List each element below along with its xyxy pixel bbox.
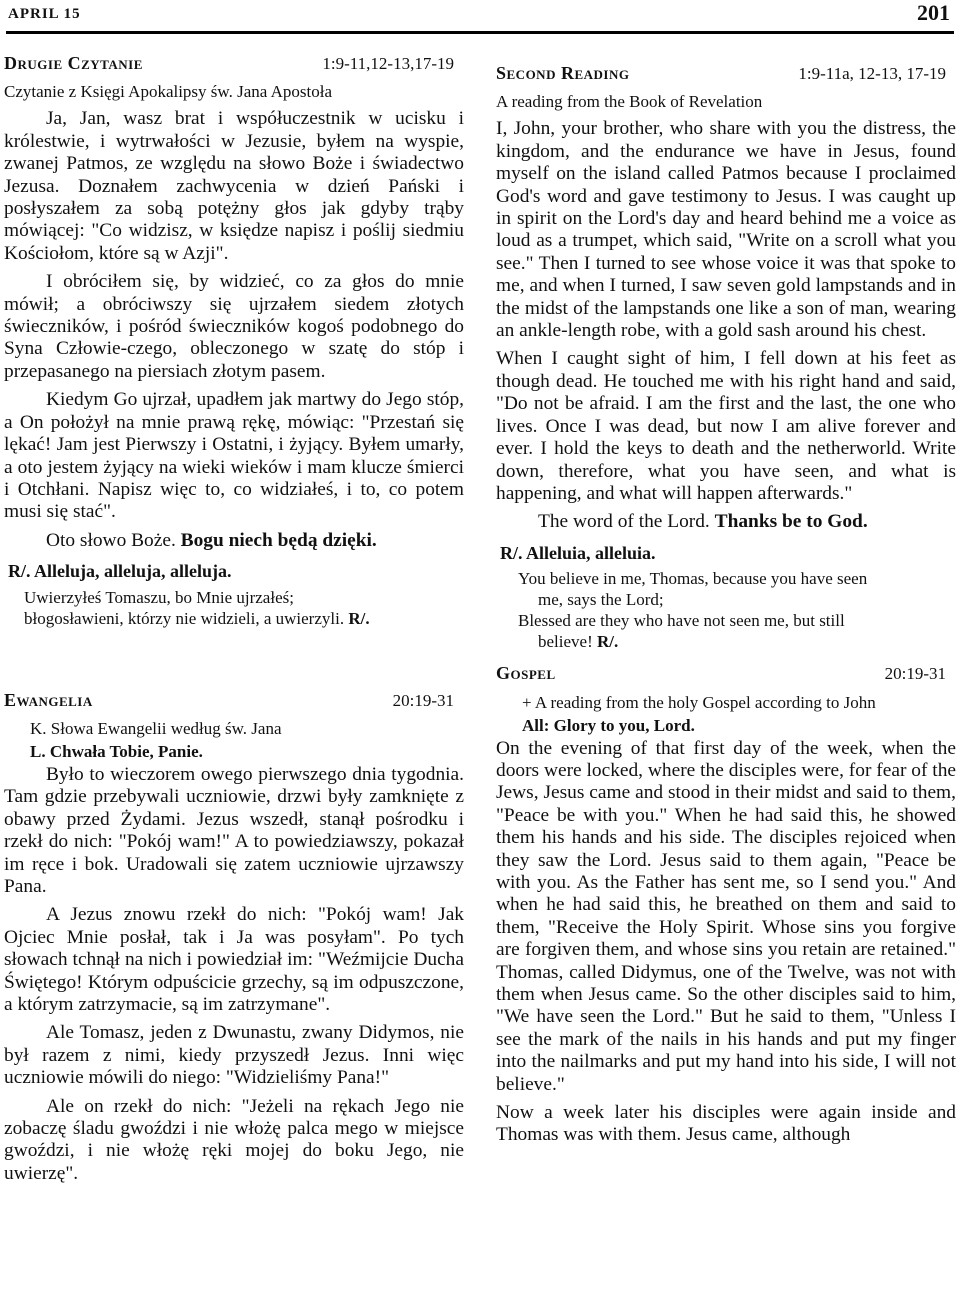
reading-closing bbox=[4, 530, 464, 552]
scripture-reference: 20:19-31 bbox=[392, 690, 454, 710]
verse-line: błogosławieni, którzy nie widzieli, a uwierzyli. R/. bbox=[24, 608, 370, 628]
scripture-reference: 20:19-31 bbox=[884, 664, 946, 684]
gospel-intro: + A reading from the holy Gospel according to John bbox=[522, 692, 876, 712]
page-date: APRIL 15 bbox=[8, 6, 81, 22]
polish-column bbox=[4, 52, 464, 1191]
reading-intro: A reading from the Book of Revelation bbox=[496, 92, 763, 112]
reading-paragraph: Kiedym Go ujrzał, upadłem jak martwy do Jego stóp, a On położył na mnie prawą rękę, mówiąc: "Przestań się lękać! Jam jest Pierwszy i Ostatni, i żyjący. Byłem umarły, a oto jestem żyjący na wieki wieków i mam klucze śmierci i Otchłani. Napisz więc to, co widziałeś, i to, co potem musi się stać". bbox=[4, 389, 464, 523]
gospel-paragraph: A Jezus znowu rzekł do nich: "Pokój wam! Jak Ojciec Mnie posłał, tak i Ja was posyłam". Po tych słowach tchnął na nich i powiedział im: "Weźmijcie Ducha Świętego! Którym odpuścicie grzechy, są im odpuszczone, a którym zatrzymacie, są im zatrzymane". bbox=[4, 904, 464, 1015]
section-title: Drugie Czytanie bbox=[4, 53, 143, 73]
verse-line: Blessed are they who have not seen me, but still bbox=[518, 611, 845, 631]
closing-response: Bogu niech będą dzięki. bbox=[180, 529, 377, 551]
section-title: Gospel bbox=[496, 663, 556, 684]
second-reading-heading-pl bbox=[4, 52, 464, 75]
alleluia-verse bbox=[4, 587, 464, 629]
alleluia-response: R/. Alleluia, alleluia. bbox=[500, 542, 656, 563]
gospel-heading-en bbox=[496, 662, 956, 685]
verse-line: believe! R/. bbox=[538, 632, 619, 652]
scripture-reference: 1:9-11,12-13,17-19 bbox=[322, 54, 454, 73]
section-title: Ewangelia bbox=[4, 689, 93, 710]
alleluia-verse bbox=[496, 568, 956, 652]
english-column bbox=[496, 62, 956, 1153]
gospel-paragraph: Było to wieczorem owego pierwszego dnia tygodnia. Tam gdzie przebywali uczniowie, drzwi były zamknięte z obawy przed Żydami. Jezus wszedł, stanął pośrodku i rzekł do nich: "Pokój wam!" A to powiedziawszy, pokazał im ręce i bok. Uradowali się zatem uczniowie ujrzawszy Pana. bbox=[4, 763, 464, 897]
verse-line: You believe in me, Thomas, because you have seen bbox=[518, 569, 868, 589]
header-rule bbox=[6, 31, 954, 34]
alleluia-response: R/. Alleluja, alleluja, alleluja. bbox=[8, 561, 232, 582]
second-reading-heading-en bbox=[496, 62, 956, 85]
reading-closing bbox=[496, 511, 956, 533]
gospel-paragraph: Ale Tomasz, jeden z Dwunastu, zwany Didymos, nie był razem z nimi, kiedy przyszedł Jezus. Inni więc uczniowie mówili do niego: "Widzieliśmy Pana!" bbox=[4, 1022, 464, 1089]
gospel-intro: K. Słowa Ewangelii według św. Jana bbox=[30, 718, 282, 738]
verse-line: me, says the Lord; bbox=[538, 590, 664, 610]
gospel-paragraph: Now a week later his disciples were again inside and Thomas was with them. Jesus came, although bbox=[496, 1102, 956, 1146]
reading-paragraph: I, John, your brother, who share with you the distress, the kingdom, and the endurance we have in Jesus, found myself on the island called Patmos because I proclaimed God's word and gave testimony to Jesus. I was caught up in spirit on the Lord's day and heard behind me a voice as loud as a trumpet, which said, "Write on a scroll what you see." Then I turned to see whose voice it was that spoke to me, and when I turned, I saw seven gold lampstands and in the midst of the lampstands one like a son of man, wearing an ankle-length robe, with a gold sash around his chest. bbox=[496, 118, 956, 342]
reading-paragraph: When I caught sight of him, I fell down at his feet as though dead. He touched me with his right hand and said, "Do not be afraid. I am the first and the last, the one who lives. Once I was dead, but now I am alive forever and ever. I hold the keys to death and the netherworld. Write down, therefore, what you have seen, and what is happening, and what will happen afterwards." bbox=[496, 348, 956, 504]
closing-text: Oto słowo Boże. bbox=[46, 529, 176, 551]
gospel-paragraph: On the evening of that first day of the week, when the doors were locked, where the disciples were, for fear of the Jews, Jesus came and stood in their midst and said to them, "Peace be with you." When he had said this, he showed them his hands and his side. The disciples rejoiced when they saw the Lord. Jesus said to them again, "Peace be with you. As the Father has sent me, so I send you." And when he had said this, he breathed on them and said to them, "Receive the Holy Spirit. Whose sins you forgive are forgiven them, and whose sins you retain are retained." Thomas, called Didymus, one of the Twelve, was not with them when Jesus came. So the other disciples said to him, "We have seen the Lord." But he said to them, "Unless I see the mark of the nails in his hands and put my finger into the nailmarks and put my hand into his side, I will not believe." bbox=[496, 737, 956, 1095]
page-number: 201 bbox=[917, 0, 950, 25]
gospel-acclamation: All: Glory to you, Lord. bbox=[522, 715, 695, 735]
scripture-reference: 1:9-11a, 12-13, 17-19 bbox=[798, 64, 946, 83]
verse-response: R/. bbox=[597, 632, 619, 652]
gospel-acclamation: L. Chwała Tobie, Panie. bbox=[30, 741, 203, 761]
verse-line: Uwierzyłeś Tomaszu, bo Mnie ujrzałeś; bbox=[24, 587, 294, 607]
reading-paragraph: I obróciłem się, by widzieć, co za głos do mnie mówił; a obróciwszy się ujrzałem siedem złotych świeczników, i pośród świeczników kogoś podobnego do Syna Człowie-czego, obleczonego w szatę do stóp i przepasanego na piersiach złotym pasem. bbox=[4, 271, 464, 382]
closing-text: The word of the Lord. bbox=[538, 511, 710, 533]
gospel-paragraph: Ale on rzekł do nich: "Jeżeli na rękach Jego nie zobaczę śladu gwoździ i nie włożę palca mego w miejsce gwoździ, i nie włożę ręki mojej do boku Jego, nie uwierzę". bbox=[4, 1095, 464, 1184]
section-title: Second Reading bbox=[496, 63, 630, 83]
page-header bbox=[6, 0, 954, 32]
reading-paragraph: Ja, Jan, wasz brat i współuczestnik w ucisku i królestwie, i wytrwałości w Jezusie, byłem na wyspie, zwanej Patmos, ze względu na słowo Boże i świadectwo Jezusa. Doznałem zachwycenia w dzień Pański i posłyszałem za sobą potężny głos jak gdyby trąby mówiącej: "Co widzisz, w księdze napisz i poślij siedmiu Kościołom, które są w Azji". bbox=[4, 108, 464, 264]
verse-response: R/. bbox=[348, 608, 370, 628]
closing-response: Thanks be to God. bbox=[714, 511, 868, 533]
gospel-heading-pl bbox=[4, 689, 464, 712]
reading-intro: Czytanie z Księgi Apokalipsy św. Jana Apostoła bbox=[4, 82, 332, 102]
